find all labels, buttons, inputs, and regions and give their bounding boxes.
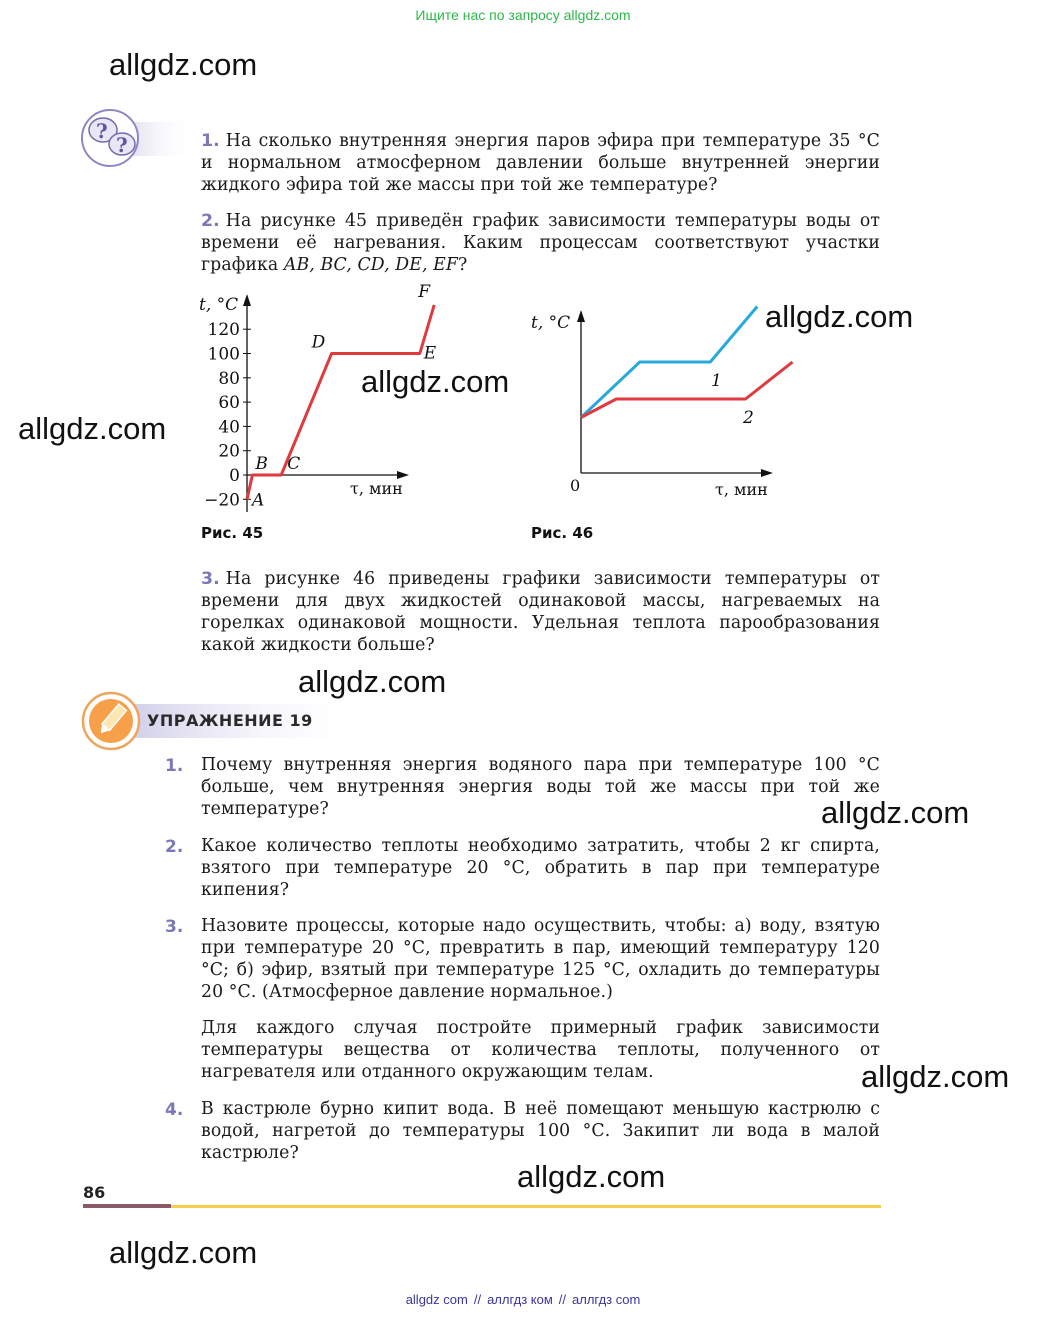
exercise-item-number: 3. <box>165 917 184 937</box>
exercise-item-4: В кастрюле бурно кипит вода. В неё помещают меньшую кастрюлю с водой, нагретой до температуры 100 °С. Закипит ли вода в малой кастрюле? <box>201 1099 880 1163</box>
y-tick-label: 40 <box>218 417 240 438</box>
page-rule-dark <box>83 1204 171 1208</box>
svg-text:?: ? <box>96 119 108 143</box>
page-number: 86 <box>83 1183 106 1202</box>
point-label-B: B <box>255 454 268 474</box>
watermark: allgdz.com <box>517 1159 666 1194</box>
pencil-icon <box>81 691 141 751</box>
graph-segments: AB, BC, CD, DE, EF <box>283 255 458 275</box>
figure-46-chart <box>525 300 785 505</box>
figure-45-caption: Рис. 45 <box>201 524 264 542</box>
y-tick-label: 60 <box>218 393 240 414</box>
search-note: Ищите нас по запросу allgdz.com <box>415 7 631 23</box>
exercise-title: УПРАЖНЕНИЕ 19 <box>147 711 313 730</box>
watermark: allgdz.com <box>361 364 510 399</box>
question-text-end: ? <box>457 255 468 275</box>
question-number: 3. <box>201 569 220 589</box>
footer-link[interactable]: аллгдз com <box>572 1292 641 1307</box>
footer-links <box>0 1292 1046 1307</box>
point-label-C: C <box>287 454 301 474</box>
x-axis-arrow <box>397 471 409 479</box>
x-axis-arrow <box>761 469 773 477</box>
question-text: На сколько внутренняя энергия паров эфира при температуре 35 °С и нормальном атмосферном давлении больше внутренней энергии жидкого эфира той же массы при той же температуре? <box>201 131 880 195</box>
watermark: allgdz.com <box>109 1235 258 1270</box>
y-tick-label: 120 <box>207 320 240 341</box>
series-label-2: 2 <box>743 408 754 428</box>
exercise-item-3: Назовите процессы, которые надо осуществить, чтобы: а) воду, взятую при температуре 20 °С, превратить в пар, имеющий температуру 120 °С; б) эфир, взятый при температуре 125 °С, охладить до температуры 20 °С. (Атмосферное давление нормальное.) <box>201 916 880 1002</box>
watermark: allgdz.com <box>298 664 447 699</box>
series-label-1: 1 <box>711 371 722 391</box>
watermark: allgdz.com <box>18 411 167 446</box>
exercise-item-1: Почему внутренняя энергия водяного пара при температуре 100 °С больше, чем внутренняя энергия воды той же массы при той же температуре? <box>201 755 880 819</box>
exercise-item-number: 1. <box>165 756 184 776</box>
y-axis-arrow <box>243 294 251 306</box>
question-3 <box>201 568 880 656</box>
point-label-F: F <box>418 281 430 302</box>
series-line-water <box>247 305 434 499</box>
y-tick-label: 20 <box>218 441 240 462</box>
point-label-E: E <box>423 343 437 364</box>
y-tick-label: 100 <box>207 344 240 365</box>
question-number: 1. <box>201 131 220 151</box>
point-label-A: A <box>252 490 265 511</box>
y-tick-label: 80 <box>218 368 240 389</box>
series-line-1 <box>581 307 757 418</box>
exercise-item-2: Какое количество теплоты необходимо затратить, чтобы 2 кг спирта, взятого при температуре 20 °С, обратить в пар при температуре кипения? <box>201 836 880 900</box>
figure-46-caption: Рис. 46 <box>531 524 594 542</box>
point-label-D: D <box>311 332 326 353</box>
exercise-item-3-extra: Для каждого случая постройте примерный график зависимости температуры вещества от количества теплоты, полученного от нагревателя или отданного окружающим телам. <box>201 1018 880 1082</box>
watermark: allgdz.com <box>861 1059 1010 1094</box>
footer-link[interactable]: аллгдз ком <box>487 1292 553 1307</box>
page-rule-yellow <box>171 1205 881 1208</box>
question-number: 2. <box>201 211 220 231</box>
question-1 <box>201 130 880 196</box>
y-axis-label: t, °C <box>199 295 239 315</box>
questions-icon <box>80 108 195 170</box>
question-text: На рисунке 45 приведён график зависимости температуры воды от времени её нагревания. Каким процессам соответствуют участки графика <box>201 211 880 275</box>
y-axis-label: t, °C <box>531 313 571 333</box>
y-axis-arrow <box>577 310 585 322</box>
question-text: На рисунке 46 приведены графики зависимости температуры от времени для двух жидкостей одинаковой массы, нагреваемых на горелках одинаковой мощности. Удельная теплота парообразования какой жидкости больше? <box>201 569 880 655</box>
watermark: allgdz.com <box>765 299 914 334</box>
y-tick-label: −20 <box>204 490 240 511</box>
svg-text:?: ? <box>116 133 128 157</box>
y-tick-label: 0 <box>229 466 240 486</box>
origin-label: 0 <box>570 476 581 495</box>
watermark: allgdz.com <box>821 795 970 830</box>
question-2 <box>201 210 880 276</box>
footer-link[interactable]: allgdz com <box>405 1292 468 1307</box>
exercise-item-number: 4. <box>165 1100 184 1120</box>
x-axis-label: τ, мин <box>350 479 403 498</box>
exercise-item-number: 2. <box>165 837 184 857</box>
series-line-2 <box>581 362 793 418</box>
footer-separator: // <box>558 1292 567 1307</box>
x-axis-label: τ, мин <box>715 480 768 499</box>
footer-separator: // <box>473 1292 482 1307</box>
watermark: allgdz.com <box>109 47 258 82</box>
